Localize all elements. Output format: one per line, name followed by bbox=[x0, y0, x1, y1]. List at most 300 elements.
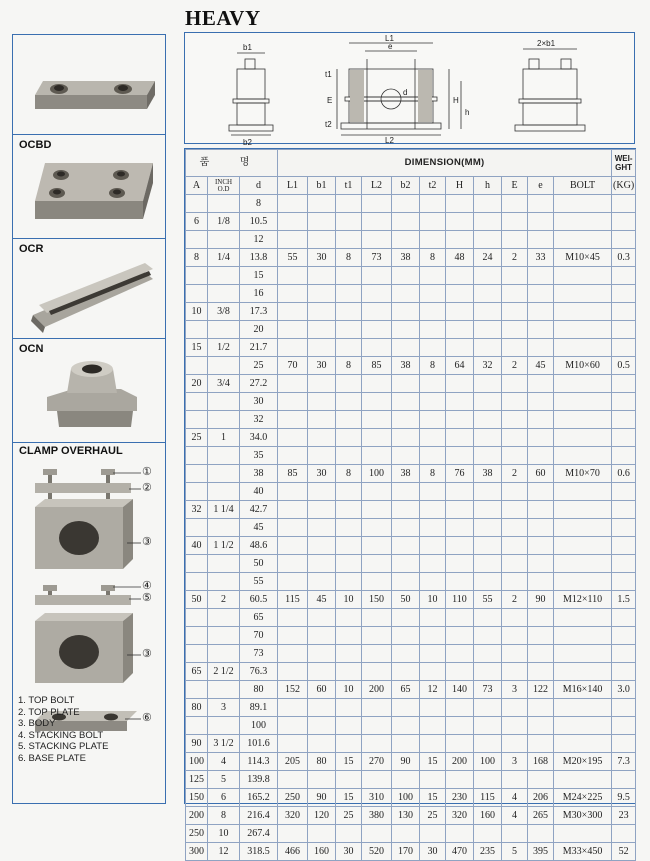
cell-L1 bbox=[278, 573, 308, 591]
cell-t2: 30 bbox=[420, 843, 446, 861]
drawing-label-L2: L2 bbox=[385, 136, 394, 145]
cell-L1 bbox=[278, 393, 308, 411]
cell-H: 230 bbox=[446, 789, 474, 807]
drawing-label-L1: L1 bbox=[385, 34, 394, 43]
cell-t2 bbox=[420, 393, 446, 411]
cell-b2 bbox=[392, 429, 420, 447]
cell-b1: 160 bbox=[308, 843, 336, 861]
cell-d: 42.7 bbox=[240, 501, 278, 519]
col-header-b1: b1 bbox=[308, 177, 336, 195]
cell-b2 bbox=[392, 303, 420, 321]
cell-a: 8 bbox=[186, 249, 208, 267]
cell-t1 bbox=[336, 267, 362, 285]
cell-a bbox=[186, 411, 208, 429]
table-row bbox=[186, 591, 636, 609]
cell-bolt: M20×195 bbox=[554, 753, 612, 771]
cell-E bbox=[502, 231, 528, 249]
cell-t1 bbox=[336, 627, 362, 645]
cell-d: 89.1 bbox=[240, 699, 278, 717]
cell-t1 bbox=[336, 285, 362, 303]
callout-3: ③ bbox=[142, 536, 152, 548]
cell-weight bbox=[612, 699, 636, 717]
cell-a: 50 bbox=[186, 591, 208, 609]
cell-d: 21.7 bbox=[240, 339, 278, 357]
cell-L1 bbox=[278, 609, 308, 627]
cell-inch bbox=[208, 609, 240, 627]
cell-h bbox=[474, 555, 502, 573]
cell-e bbox=[528, 663, 554, 681]
callout-3b: ③ bbox=[142, 648, 152, 660]
cell-t1 bbox=[336, 825, 362, 843]
cell-E bbox=[502, 519, 528, 537]
cell-d: 73 bbox=[240, 645, 278, 663]
col-header-H: H bbox=[446, 177, 474, 195]
cell-E bbox=[502, 375, 528, 393]
cell-L1 bbox=[278, 771, 308, 789]
cell-h bbox=[474, 537, 502, 555]
cell-h: 24 bbox=[474, 249, 502, 267]
ocbd-label: OCBD bbox=[19, 139, 52, 151]
cell-L1 bbox=[278, 303, 308, 321]
cell-H: 48 bbox=[446, 249, 474, 267]
col-header-h: h bbox=[474, 177, 502, 195]
cell-b1 bbox=[308, 717, 336, 735]
cell-bolt bbox=[554, 609, 612, 627]
cell-L1: 320 bbox=[278, 807, 308, 825]
cell-bolt: M24×225 bbox=[554, 789, 612, 807]
cell-inch bbox=[208, 627, 240, 645]
cell-H bbox=[446, 375, 474, 393]
page-title: HEAVY bbox=[185, 6, 261, 30]
parts-legend bbox=[18, 695, 108, 764]
table-row bbox=[186, 717, 636, 735]
cell-h bbox=[474, 411, 502, 429]
cell-weight bbox=[612, 663, 636, 681]
table-row bbox=[186, 213, 636, 231]
cell-t1 bbox=[336, 339, 362, 357]
cell-L1 bbox=[278, 627, 308, 645]
cell-t1 bbox=[336, 375, 362, 393]
cell-weight bbox=[612, 771, 636, 789]
cell-inch: 6 bbox=[208, 789, 240, 807]
cell-h: 100 bbox=[474, 753, 502, 771]
cell-inch: 10 bbox=[208, 825, 240, 843]
cell-weight bbox=[612, 519, 636, 537]
cell-inch bbox=[208, 357, 240, 375]
table-row bbox=[186, 429, 636, 447]
cell-b2 bbox=[392, 825, 420, 843]
cell-inch bbox=[208, 393, 240, 411]
cell-weight: 23 bbox=[612, 807, 636, 825]
cell-bolt: M10×70 bbox=[554, 465, 612, 483]
cell-d: 40 bbox=[240, 483, 278, 501]
cell-L2: 73 bbox=[362, 249, 392, 267]
cell-t1 bbox=[336, 663, 362, 681]
legend-item: 4. STACKING BOLT bbox=[18, 729, 104, 741]
cell-bolt bbox=[554, 627, 612, 645]
cell-d: 165.2 bbox=[240, 789, 278, 807]
cell-E bbox=[502, 195, 528, 213]
cell-h bbox=[474, 321, 502, 339]
cell-t1 bbox=[336, 213, 362, 231]
cell-t1 bbox=[336, 429, 362, 447]
cell-E: 4 bbox=[502, 789, 528, 807]
cell-weight bbox=[612, 321, 636, 339]
cell-H bbox=[446, 213, 474, 231]
col-header-d: d bbox=[240, 177, 278, 195]
cell-L2 bbox=[362, 393, 392, 411]
cell-t2 bbox=[420, 195, 446, 213]
cell-bolt bbox=[554, 267, 612, 285]
cell-e bbox=[528, 267, 554, 285]
cell-bolt bbox=[554, 303, 612, 321]
cell-t2: 15 bbox=[420, 753, 446, 771]
weight-header bbox=[612, 150, 636, 177]
cell-L2 bbox=[362, 303, 392, 321]
legend-item: 6. BASE PLATE bbox=[18, 752, 86, 764]
table-row bbox=[186, 195, 636, 213]
product-panel-ocbd bbox=[13, 135, 165, 239]
cell-e bbox=[528, 537, 554, 555]
cell-a: 250 bbox=[186, 825, 208, 843]
cell-H bbox=[446, 411, 474, 429]
callout-4: ④ bbox=[142, 580, 152, 592]
cell-E bbox=[502, 609, 528, 627]
cell-L2 bbox=[362, 501, 392, 519]
cell-E bbox=[502, 555, 528, 573]
cell-b1 bbox=[308, 429, 336, 447]
product-panel-ocr bbox=[13, 239, 165, 339]
cell-h bbox=[474, 375, 502, 393]
cell-t2 bbox=[420, 663, 446, 681]
cell-inch bbox=[208, 321, 240, 339]
cell-b2: 38 bbox=[392, 249, 420, 267]
cell-L2 bbox=[362, 321, 392, 339]
cell-H bbox=[446, 537, 474, 555]
table-row bbox=[186, 285, 636, 303]
table-row bbox=[186, 825, 636, 843]
cell-t1: 15 bbox=[336, 789, 362, 807]
cell-L1 bbox=[278, 735, 308, 753]
cell-a bbox=[186, 609, 208, 627]
table-row bbox=[186, 681, 636, 699]
cell-d: 114.3 bbox=[240, 753, 278, 771]
table-row bbox=[186, 519, 636, 537]
cell-bolt bbox=[554, 573, 612, 591]
cell-b1 bbox=[308, 771, 336, 789]
cell-H: 110 bbox=[446, 591, 474, 609]
cell-t2 bbox=[420, 231, 446, 249]
cell-a: 125 bbox=[186, 771, 208, 789]
cell-d: 34.0 bbox=[240, 429, 278, 447]
cell-t2 bbox=[420, 321, 446, 339]
cell-L2: 520 bbox=[362, 843, 392, 861]
cell-b2 bbox=[392, 375, 420, 393]
cell-weight bbox=[612, 213, 636, 231]
table-row bbox=[186, 537, 636, 555]
cell-a: 10 bbox=[186, 303, 208, 321]
cell-a: 40 bbox=[186, 537, 208, 555]
cell-t2: 25 bbox=[420, 807, 446, 825]
cell-b2 bbox=[392, 555, 420, 573]
table-row bbox=[186, 627, 636, 645]
cell-weight bbox=[612, 645, 636, 663]
cell-t1: 30 bbox=[336, 843, 362, 861]
cell-e bbox=[528, 609, 554, 627]
cell-weight bbox=[612, 555, 636, 573]
table-row bbox=[186, 393, 636, 411]
cell-H bbox=[446, 825, 474, 843]
cell-inch: 3 1/2 bbox=[208, 735, 240, 753]
cell-inch bbox=[208, 573, 240, 591]
cell-H bbox=[446, 771, 474, 789]
cell-a: 100 bbox=[186, 753, 208, 771]
cell-L2 bbox=[362, 267, 392, 285]
ocr-label: OCR bbox=[19, 243, 44, 255]
cell-b2 bbox=[392, 537, 420, 555]
cell-L1 bbox=[278, 375, 308, 393]
cell-b1 bbox=[308, 483, 336, 501]
cell-L1: 205 bbox=[278, 753, 308, 771]
cell-inch: 1/8 bbox=[208, 213, 240, 231]
cell-L2 bbox=[362, 555, 392, 573]
cell-E bbox=[502, 393, 528, 411]
cell-weight: 52 bbox=[612, 843, 636, 861]
cell-b2 bbox=[392, 393, 420, 411]
cell-weight bbox=[612, 393, 636, 411]
ocbd-image bbox=[13, 135, 165, 239]
cell-d: 76.3 bbox=[240, 663, 278, 681]
cell-t1 bbox=[336, 573, 362, 591]
cell-E: 2 bbox=[502, 357, 528, 375]
cell-inch: 1 1/2 bbox=[208, 537, 240, 555]
cell-d: 80 bbox=[240, 681, 278, 699]
cell-weight: 1.5 bbox=[612, 591, 636, 609]
cell-e bbox=[528, 519, 554, 537]
callout-6: ⑥ bbox=[142, 712, 152, 724]
cell-h bbox=[474, 573, 502, 591]
cell-H bbox=[446, 483, 474, 501]
cell-E: 2 bbox=[502, 249, 528, 267]
cell-E bbox=[502, 429, 528, 447]
cell-L1 bbox=[278, 411, 308, 429]
col-header-E: E bbox=[502, 177, 528, 195]
cell-b2 bbox=[392, 627, 420, 645]
cell-E bbox=[502, 735, 528, 753]
col-header-A: A bbox=[186, 177, 208, 195]
cell-weight bbox=[612, 627, 636, 645]
cell-h bbox=[474, 825, 502, 843]
cell-b2 bbox=[392, 699, 420, 717]
cell-bolt bbox=[554, 231, 612, 249]
cell-h: 55 bbox=[474, 591, 502, 609]
col-header-inch-bottom: O.D bbox=[217, 184, 230, 193]
cell-b2 bbox=[392, 411, 420, 429]
cell-bolt: M16×140 bbox=[554, 681, 612, 699]
cell-H bbox=[446, 519, 474, 537]
cell-t2 bbox=[420, 339, 446, 357]
cell-h bbox=[474, 609, 502, 627]
cell-t2 bbox=[420, 573, 446, 591]
cell-d: 55 bbox=[240, 573, 278, 591]
cell-bolt bbox=[554, 447, 612, 465]
cell-b1 bbox=[308, 231, 336, 249]
cell-b1 bbox=[308, 303, 336, 321]
cell-bolt bbox=[554, 195, 612, 213]
cell-weight bbox=[612, 267, 636, 285]
cell-d: 12 bbox=[240, 231, 278, 249]
cell-b1 bbox=[308, 375, 336, 393]
cell-h: 38 bbox=[474, 465, 502, 483]
cell-t1 bbox=[336, 411, 362, 429]
cell-b1: 60 bbox=[308, 681, 336, 699]
cell-e bbox=[528, 339, 554, 357]
cell-d: 101.6 bbox=[240, 735, 278, 753]
cell-inch: 2 bbox=[208, 591, 240, 609]
cell-L1 bbox=[278, 231, 308, 249]
cell-t1 bbox=[336, 393, 362, 411]
cell-H bbox=[446, 501, 474, 519]
cell-L2 bbox=[362, 699, 392, 717]
cell-inch bbox=[208, 645, 240, 663]
cell-d: 50 bbox=[240, 555, 278, 573]
cell-t2 bbox=[420, 537, 446, 555]
cell-weight bbox=[612, 501, 636, 519]
cell-b1 bbox=[308, 573, 336, 591]
cell-weight bbox=[612, 825, 636, 843]
cell-H bbox=[446, 321, 474, 339]
cell-H bbox=[446, 303, 474, 321]
cell-e bbox=[528, 195, 554, 213]
cell-b2: 100 bbox=[392, 789, 420, 807]
table-row bbox=[186, 753, 636, 771]
cell-L1 bbox=[278, 447, 308, 465]
cell-weight bbox=[612, 537, 636, 555]
cell-a: 200 bbox=[186, 807, 208, 825]
table-row bbox=[186, 789, 636, 807]
cell-t1 bbox=[336, 483, 362, 501]
cell-bolt bbox=[554, 771, 612, 789]
table-row bbox=[186, 231, 636, 249]
cell-L1 bbox=[278, 663, 308, 681]
cell-b1 bbox=[308, 555, 336, 573]
cell-t2 bbox=[420, 645, 446, 663]
cell-weight bbox=[612, 483, 636, 501]
cell-t1 bbox=[336, 447, 362, 465]
cell-a bbox=[186, 267, 208, 285]
cell-E: 5 bbox=[502, 843, 528, 861]
cell-h bbox=[474, 393, 502, 411]
dimension-table bbox=[185, 149, 636, 861]
drawing-label-e: e bbox=[388, 42, 393, 51]
cell-inch bbox=[208, 681, 240, 699]
cell-bolt: M10×60 bbox=[554, 357, 612, 375]
table-row bbox=[186, 843, 636, 861]
cell-E bbox=[502, 825, 528, 843]
cell-a bbox=[186, 681, 208, 699]
cell-b1 bbox=[308, 285, 336, 303]
cell-e bbox=[528, 555, 554, 573]
cell-e bbox=[528, 411, 554, 429]
table-row bbox=[186, 465, 636, 483]
cell-weight bbox=[612, 231, 636, 249]
dimension-header: DIMENSION(MM) bbox=[278, 150, 612, 177]
cell-inch bbox=[208, 465, 240, 483]
cell-weight bbox=[612, 195, 636, 213]
cell-E: 4 bbox=[502, 807, 528, 825]
col-header-b2: b2 bbox=[392, 177, 420, 195]
cell-a bbox=[186, 321, 208, 339]
drawing-label-b2: b2 bbox=[243, 138, 252, 147]
cell-d: 32 bbox=[240, 411, 278, 429]
cell-bolt bbox=[554, 339, 612, 357]
cell-t2: 8 bbox=[420, 357, 446, 375]
cell-weight bbox=[612, 339, 636, 357]
cell-h bbox=[474, 429, 502, 447]
ocn-label: OCN bbox=[19, 343, 44, 355]
cell-d: 60.5 bbox=[240, 591, 278, 609]
cell-b1 bbox=[308, 735, 336, 753]
callout-5: ⑤ bbox=[142, 592, 152, 604]
cell-b2 bbox=[392, 519, 420, 537]
cell-t2: 8 bbox=[420, 249, 446, 267]
cell-L2 bbox=[362, 447, 392, 465]
cell-weight: 9.5 bbox=[612, 789, 636, 807]
cell-b2: 50 bbox=[392, 591, 420, 609]
cell-e bbox=[528, 285, 554, 303]
cell-d: 100 bbox=[240, 717, 278, 735]
col-header-t1: t1 bbox=[336, 177, 362, 195]
cell-d: 139.8 bbox=[240, 771, 278, 789]
cell-L2 bbox=[362, 609, 392, 627]
cell-L2 bbox=[362, 375, 392, 393]
cell-b2 bbox=[392, 663, 420, 681]
cell-L2 bbox=[362, 519, 392, 537]
cell-d: 216.4 bbox=[240, 807, 278, 825]
legend-item: 2. TOP PLATE bbox=[18, 706, 80, 718]
cell-weight: 0.3 bbox=[612, 249, 636, 267]
cell-a bbox=[186, 285, 208, 303]
cell-d: 267.4 bbox=[240, 825, 278, 843]
cell-e: 90 bbox=[528, 591, 554, 609]
cell-h bbox=[474, 519, 502, 537]
product-sidebar bbox=[12, 34, 166, 804]
cell-H bbox=[446, 339, 474, 357]
cell-bolt bbox=[554, 519, 612, 537]
table-row bbox=[186, 501, 636, 519]
cell-t1 bbox=[336, 321, 362, 339]
cell-b1 bbox=[308, 519, 336, 537]
cell-a bbox=[186, 357, 208, 375]
cell-L2 bbox=[362, 213, 392, 231]
cell-t1: 25 bbox=[336, 807, 362, 825]
cell-inch: 2 1/2 bbox=[208, 663, 240, 681]
cell-E bbox=[502, 663, 528, 681]
cell-t2 bbox=[420, 447, 446, 465]
cell-e bbox=[528, 771, 554, 789]
dimension-table-body bbox=[186, 195, 636, 861]
cell-e bbox=[528, 645, 554, 663]
cell-E bbox=[502, 573, 528, 591]
cell-d: 16 bbox=[240, 285, 278, 303]
table-row bbox=[186, 447, 636, 465]
cell-t1 bbox=[336, 699, 362, 717]
cell-b2 bbox=[392, 609, 420, 627]
cell-bolt bbox=[554, 375, 612, 393]
cell-H bbox=[446, 627, 474, 645]
product-panel-plate bbox=[13, 35, 165, 135]
cell-e bbox=[528, 375, 554, 393]
